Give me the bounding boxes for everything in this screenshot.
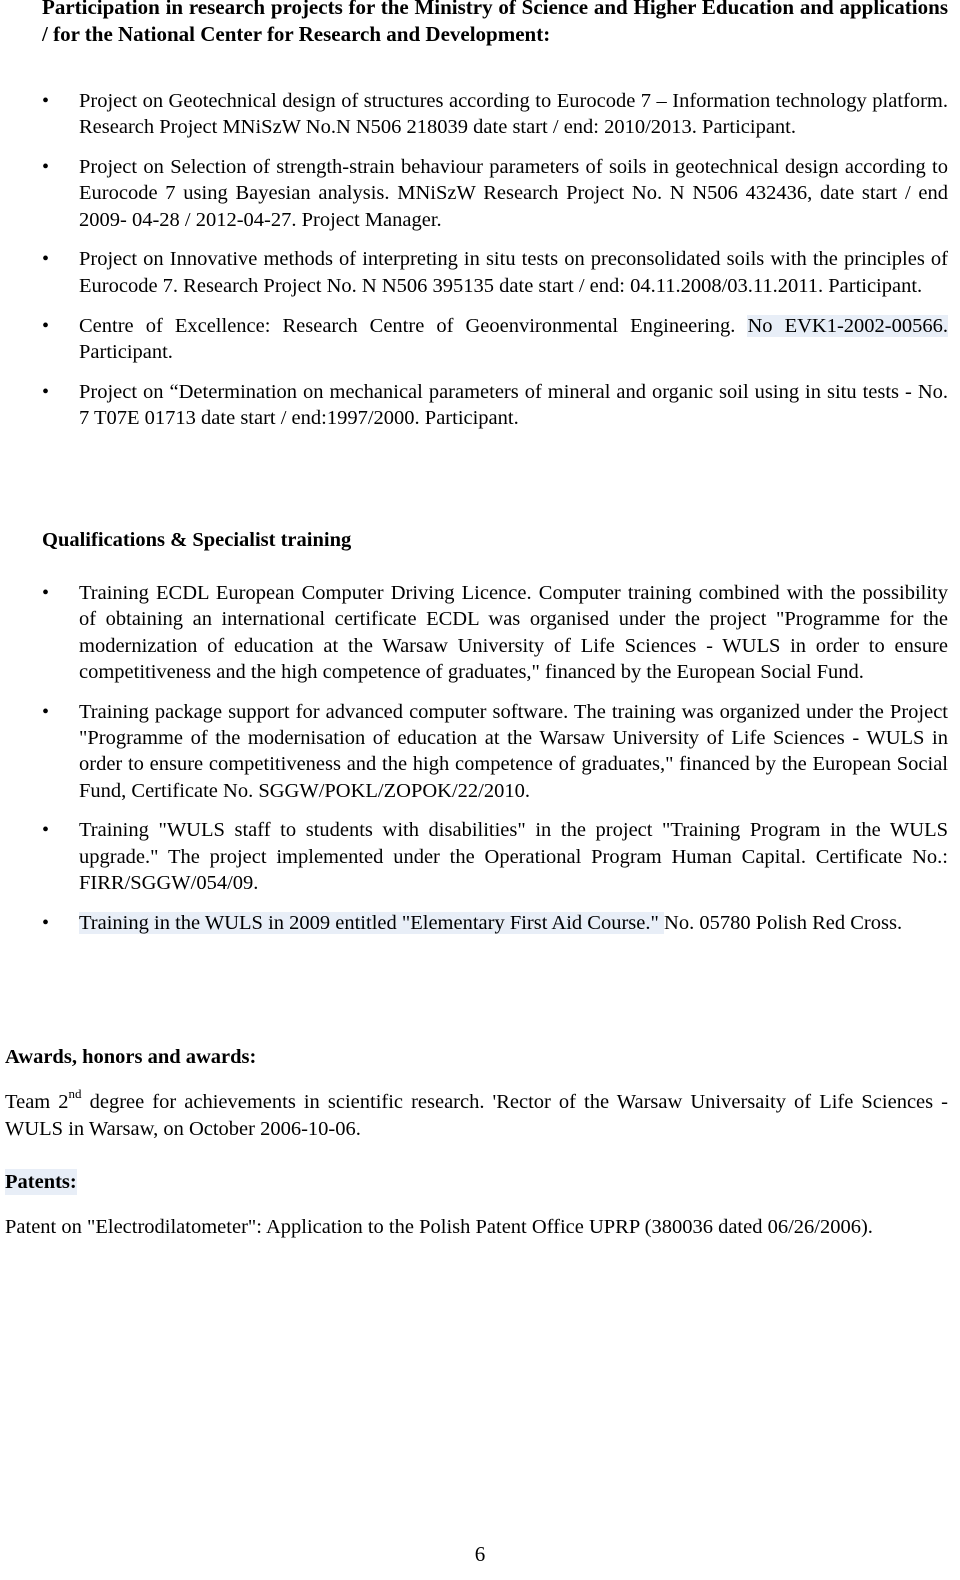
list-item — [42, 154, 948, 233]
bullet-icon: • — [42, 156, 50, 179]
highlighted-text: Training in the WULS in 2009 entitled "Elementary First Aid Course." — [79, 911, 665, 934]
list-item — [42, 246, 948, 299]
list-item-text: Training package support for advanced computer software. The training was organized under the Project "Programme of the modernisation of education at the Warsaw University of Life Sciences - WULS in order to ensure competitiveness and the high competence of graduates," financed by the European Social Fund, Certificate No. SGGW/POKL/ZOPOK/22/2010. — [79, 700, 948, 802]
list-item-text: Training ECDL European Computer Driving Licence. Computer training combined with the possibility of obtaining an international certificate ECDL was organised under the project "Programme for the modernization of education at the Warsaw University of Life Sciences - WULS in order to ensure competitiveness and the high competence of graduates," financed by the European Social Fund. — [79, 582, 948, 683]
list-item-text: Project on Geotechnical design of structures according to Eurocode 7 – Information technology platform. Research Project MNiSzW No.N N506 218039 date start / end: 2010/2013. Participant. — [79, 90, 948, 139]
list-item — [42, 313, 948, 366]
bullet-icon: • — [42, 90, 50, 112]
awards-text: degree for achievements in scientific research. 'Rector of the Warsaw Universaity of Life Sciences - WULS in Warsaw, on October 2006-10-06. — [5, 1091, 949, 1140]
list-item-text: Project on Innovative methods of interpreting in situ tests on preconsolidated soils with the principles of Eurocode 7. Research Project No. N N506 395135 date start / end: 04.11.2008/03.11.2011. Participant. — [79, 248, 948, 297]
awards-heading: Awards, honors and awards: — [5, 1046, 257, 1068]
bullet-icon: • — [42, 314, 50, 337]
bullet-icon: • — [42, 819, 50, 842]
bullet-icon: • — [42, 582, 50, 604]
qualifications-heading: Qualifications & Specialist training — [42, 529, 352, 551]
patents-paragraph: Patent on "Electrodilatometer": Application to the Polish Patent Office UPRP (380036 dated 06/26/2006). — [5, 1216, 873, 1238]
list-item-text: Project on Selection of strength-strain behaviour parameters of soils in geotechnical design according to Eurocode 7 using Bayesian analysis. MNiSzW Research Project No. N N506 432436, date start / end 2009- 04-28 / 2012-04-27. Project Manager. — [79, 156, 948, 231]
bullet-icon: • — [42, 700, 50, 723]
awards-superscript: nd — [68, 1086, 82, 1102]
awards-paragraph — [5, 1086, 949, 1142]
bullet-icon: • — [42, 380, 50, 403]
bullet-icon: • — [42, 248, 50, 271]
bullet-icon: • — [42, 911, 50, 934]
participation-list — [42, 88, 948, 445]
list-item — [42, 817, 948, 896]
list-item — [42, 379, 948, 432]
highlighted-text: No EVK1-2002-00566. — [747, 314, 948, 337]
page-number: 6 — [474, 1542, 486, 1566]
list-item-text: No. 05780 Polish Red Cross. — [664, 911, 903, 934]
awards-text: Team 2 — [5, 1091, 69, 1113]
patents-heading: Patents: — [5, 1171, 77, 1193]
qualifications-list — [42, 580, 948, 950]
list-item-text: Training "WULS staff to students with disabilities" in the project "Training Program in the WULS upgrade." The project implemented under the Operational Program Human Capital. Certificate No.: FIRR/SGGW/054/09. — [79, 819, 948, 894]
list-item — [42, 580, 948, 685]
list-item — [42, 88, 948, 141]
participation-heading: Participation in research projects for the Ministry of Science and Higher Education and applications / for the National Center for Research and Development: — [42, 0, 948, 46]
list-item-text: Participant. — [79, 340, 173, 363]
list-item — [42, 699, 948, 804]
list-item-text: Project on “Determination on mechanical parameters of mineral and organic soil using in situ tests - No. 7 T07E 01713 date start / end:1997/2000. Participant. — [79, 380, 948, 429]
list-item-text: Centre of Excellence: Research Centre of Geoenvironmental Engineering. — [79, 314, 748, 337]
list-item — [42, 910, 948, 936]
